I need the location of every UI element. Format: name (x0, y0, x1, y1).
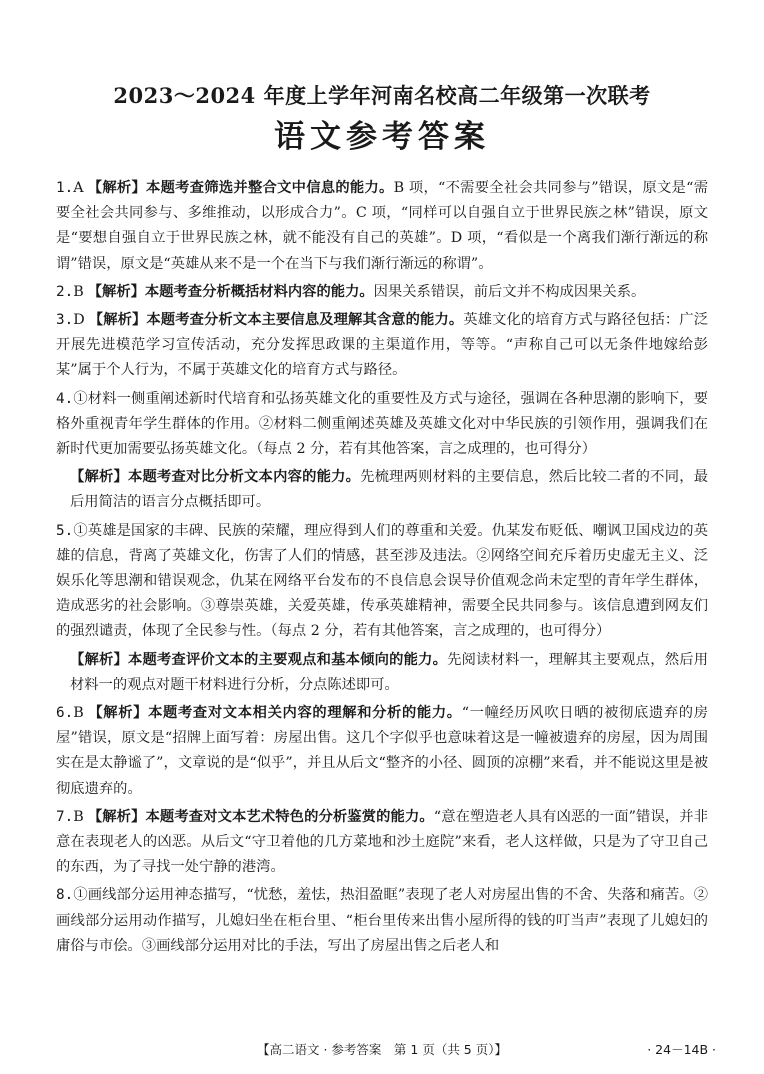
item-analysis-tag: 【解析】本题考查筛选并整合文中信息的能力。 (87, 180, 394, 196)
item-text: B 项，“不需要全社会共同参与”错误，原文是“需要全社会共同参与、多维推动，以形成合力”。C 项，“同样可以自强自立于世界民族之林”错误，原文是“要想自强自立于世界民族之林，就不能没有自己的英雄”。D 项，“看似是一个离我们渐行渐远的称谓”错误，原文是“英雄从来不是一个在当下与我们渐行渐远的称谓”。 (56, 180, 708, 272)
note-analysis-tag: 【解析】本题考查评价文本的主要观点和基本倾向的能力。 (70, 651, 448, 668)
item-analysis-tag: 【解析】本题考查对文本艺术特色的分析鉴赏的能力。 (87, 808, 434, 825)
answer-item-5 (56, 519, 708, 645)
page-subtitle: 语文参考答案 (274, 119, 490, 155)
note-text: 先梳理两则材料的主要信息，然后比较二者的不同，最后用简洁的语言分点概括即可。 (70, 469, 708, 511)
item-number: 1. (56, 180, 74, 196)
note-analysis-tag: 【解析】本题考查对比分析文本内容的能力。 (70, 469, 361, 486)
answer-item-3 (56, 308, 708, 384)
item-text: “一幢经历风吹日晒的被彻底遗弃的房屋”错误，原文是“招牌上面写着：房屋出售。这几个字似乎也意味着这是一幢被遗弃的房屋，因为周围实在是太静谧了”，文章说的是“似乎”，并且从后文“整齐的小径、圆顶的凉棚”来看，并不能说这里是被彻底遗弃的。 (56, 705, 708, 797)
item-answer: B (73, 808, 84, 825)
item-text: 因果关系错误，前后文并不构成因果关系。 (373, 283, 646, 300)
footer-page-info: 【高二语文 · 参考答案 第 1 页（共 5 页）】 (257, 1042, 507, 1057)
answer-item-1 (56, 176, 708, 277)
item-text: ①英雄是国家的丰碑、民族的荣耀，理应得到人们的尊重和关爱。仇某发布贬低、嘲讽卫国戍边的英雄的信息，背离了英雄文化，伤害了人们的情感，甚至涉及违法。②网络空间充斥着历史虚无主义、泛娱乐化等思潮和错误观念，仇某在网络平台发布的不良信息会误导价值观念尚未定型的青年学生群体，造成恶劣的社会影响。③尊崇英雄，关爱英雄，传承英雄精神，需要全民共同参与。该信息遭到网友们的强烈谴责，体现了全民参与性。（每点 2 分，若有其他答案，言之成理的，也可得分） (56, 522, 708, 640)
item-answer: B (73, 283, 84, 300)
item-number: 4. (56, 390, 74, 407)
item-number: 5. (56, 522, 74, 539)
item-text: 英雄文化的培育方式与路径包括：广泛开展先进模范学习宣传活动，充分发挥思政课的主渠道作用，等等。“声称自己可以无条件地嫁给彭某”属于个人行为，不属于英雄文化的培育方式与路径。 (56, 312, 709, 379)
answer-item-6 (56, 701, 708, 802)
item-number: 3. (56, 312, 74, 329)
item-number: 7. (56, 808, 74, 825)
answer-item-4 (56, 387, 708, 463)
analysis-note-5 (56, 648, 708, 698)
analysis-note-4 (56, 465, 708, 515)
item-text: ①材料一侧重阐述新时代培育和弘扬英雄文化的重要性及方式与途径，强调在各种思潮的影响下，要格外重视青年学生群体的作用。②材料二侧重阐述英雄及英雄文化对中华民族的引领作用，强调我们在新时代更加需要弘扬英雄文化。（每点 2 分，若有其他答案，言之成理的，也可得分） (56, 390, 708, 458)
footer-code: · 24－14B · (647, 1042, 716, 1057)
item-number: 2. (56, 283, 74, 300)
item-answer: D (73, 312, 85, 329)
answer-list (56, 176, 708, 959)
exam-title: 2023～2024 年度上学年河南名校高二年级第一次联考 (113, 83, 651, 108)
note-text: 先阅读材料一，理解其主要观点，然后用材料一的观点对题干材料进行分析，分点陈述即可。 (70, 651, 709, 693)
item-number: 6. (56, 705, 74, 722)
answer-item-7 (56, 805, 708, 881)
item-answer: B (73, 705, 84, 722)
answer-item-2 (56, 280, 708, 305)
item-analysis-tag: 【解析】本题考查对文本相关内容的理解和分析的能力。 (87, 705, 462, 722)
item-text: ①画线部分运用神态描写，“忧愁，羞怯，热泪盈眶”表现了老人对房屋出售的不舍、失落和痛苦。②画线部分运用动作描写，儿媳妇坐在柜台里、“柜台里传来出售小屋所得的钱的叮当声”表现了儿媳妇的庸俗与市侩。③画线部分运用对比的手法，写出了房屋出售之后老人和 (56, 887, 708, 954)
item-number: 8. (56, 887, 74, 904)
answer-item-8 (56, 883, 708, 959)
item-text: “意在塑造老人具有凶恶的一面”错误，并非意在表现老人的凶恶。从后文“守卫着他的几方菜地和沙土庭院”来看，老人这样做，只是为了守卫自己的东西，为了寻找一处宁静的港湾。 (56, 808, 708, 876)
item-analysis-tag: 【解析】本题考查分析概括材料内容的能力。 (87, 283, 374, 300)
item-analysis-tag: 【解析】本题考查分析文本主要信息及理解其含意的能力。 (88, 312, 464, 329)
item-answer: A (73, 180, 84, 196)
